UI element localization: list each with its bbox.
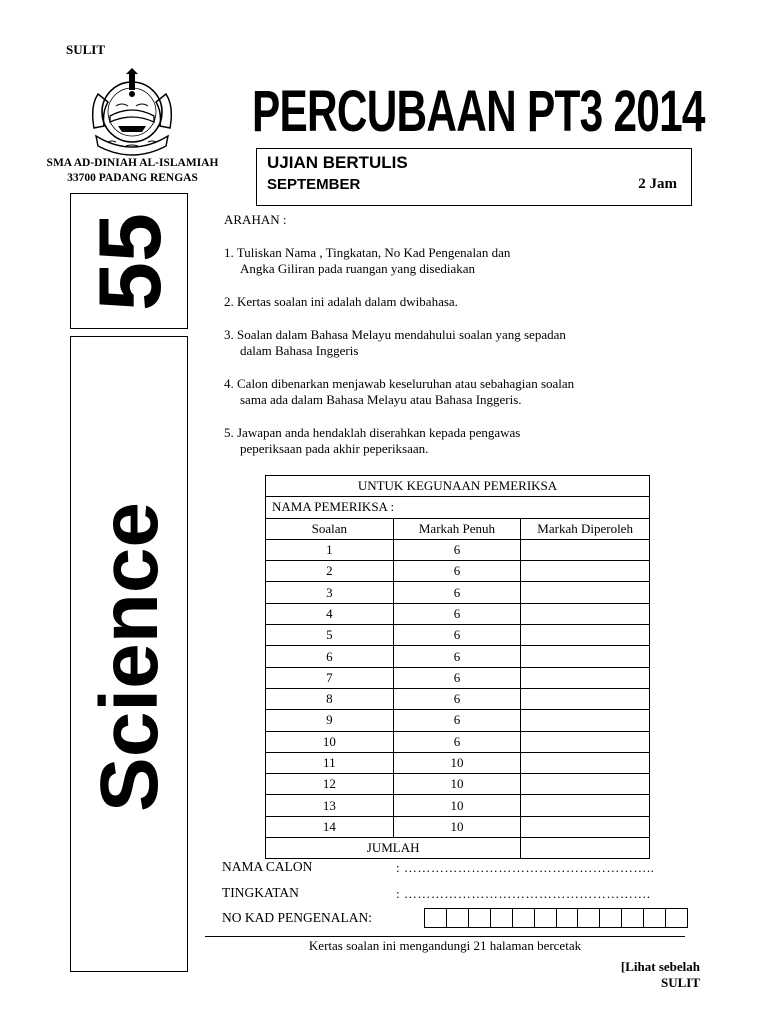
table-row xyxy=(266,710,650,731)
full-mark: 6 xyxy=(393,646,521,667)
instruction-item: 2. Kertas soalan ini adalah dalam dwibahasa. xyxy=(224,294,458,309)
subject-name: Science xyxy=(84,502,175,812)
ic-digit-box[interactable] xyxy=(491,909,513,927)
table-row xyxy=(266,731,650,752)
column-header: Markah Penuh xyxy=(393,518,521,539)
ic-digit-box[interactable] xyxy=(557,909,579,927)
full-mark: 6 xyxy=(393,561,521,582)
ic-digit-box[interactable] xyxy=(622,909,644,927)
total-mark-field[interactable] xyxy=(521,838,650,859)
obtained-mark-field[interactable] xyxy=(521,688,650,709)
total-row xyxy=(266,838,650,859)
column-header: Soalan xyxy=(266,518,394,539)
table-row xyxy=(266,688,650,709)
full-mark: 6 xyxy=(393,688,521,709)
table-row xyxy=(266,816,650,837)
obtained-mark-field[interactable] xyxy=(521,667,650,688)
sulit-label-bottom: SULIT xyxy=(660,975,700,990)
full-mark: 6 xyxy=(393,582,521,603)
obtained-mark-field[interactable] xyxy=(521,539,650,560)
question-number: 7 xyxy=(266,667,394,688)
school-crest-icon xyxy=(86,66,178,156)
question-number: 6 xyxy=(266,646,394,667)
paper-code-box xyxy=(70,193,188,329)
question-number: 13 xyxy=(266,795,394,816)
total-label: JUMLAH xyxy=(266,838,521,859)
obtained-mark-field[interactable] xyxy=(521,710,650,731)
question-number: 14 xyxy=(266,816,394,837)
question-number: 1 xyxy=(266,539,394,560)
obtained-mark-field[interactable] xyxy=(521,582,650,603)
paper-code: 55 xyxy=(80,213,179,311)
full-mark: 6 xyxy=(393,710,521,731)
full-mark: 10 xyxy=(393,816,521,837)
instructions-heading: ARAHAN : xyxy=(224,212,287,227)
question-number: 2 xyxy=(266,561,394,582)
ic-digit-box[interactable] xyxy=(578,909,600,927)
instruction-item: 3. Soalan dalam Bahasa Melayu mendahului soalan yang sepadan dalam Bahasa Inggeris xyxy=(224,327,566,358)
table-row xyxy=(266,752,650,773)
examiner-marks-table xyxy=(265,475,650,859)
table-row xyxy=(266,646,650,667)
table-row xyxy=(266,582,650,603)
instruction-item: 4. Calon dibenarkan menjawab keseluruhan atau sebahagian soalan sama ada dalam Bahasa Melayu atau Bahasa Inggeris. xyxy=(224,376,575,407)
table-title: UNTUK KEGUNAAN PEMERIKSA xyxy=(266,476,650,497)
examiner-name-row xyxy=(266,497,650,518)
ic-digit-box[interactable] xyxy=(535,909,557,927)
subject-box xyxy=(70,336,188,972)
obtained-mark-field[interactable] xyxy=(521,795,650,816)
table-title-row xyxy=(266,476,650,497)
table-row xyxy=(266,603,650,624)
full-mark: 6 xyxy=(393,731,521,752)
instruction-item: 5. Jawapan anda hendaklah diserahkan kepada pengawas peperiksaan pada akhir peperiksaan. xyxy=(224,425,521,456)
instruction-item: 1. Tuliskan Nama , Tingkatan, No Kad Pengenalan dan Angka Giliran pada ruangan yang disediakan xyxy=(224,245,511,276)
full-mark: 10 xyxy=(393,795,521,816)
table-row xyxy=(266,667,650,688)
school-name: SMA AD-DINIAH AL-ISLAMIAH xyxy=(46,157,219,169)
full-mark: 10 xyxy=(393,752,521,773)
ic-digit-box[interactable] xyxy=(447,909,469,927)
class-label: TINGKATAN xyxy=(222,885,299,900)
candidate-name-label: NAMA CALON xyxy=(222,859,313,874)
table-header-row xyxy=(266,518,650,539)
footer-divider xyxy=(205,936,685,937)
school-info xyxy=(40,156,225,186)
ic-digit-box[interactable] xyxy=(644,909,666,927)
obtained-mark-field[interactable] xyxy=(521,816,650,837)
sulit-label-top: SULIT xyxy=(66,42,106,57)
class-field[interactable]: : ………………………………………………. xyxy=(396,886,651,901)
question-number: 10 xyxy=(266,731,394,752)
ic-label: NO KAD PENGENALAN: xyxy=(222,910,372,925)
obtained-mark-field[interactable] xyxy=(521,646,650,667)
candidate-name-field[interactable]: : ……………………………………………….. xyxy=(396,860,655,875)
full-mark: 6 xyxy=(393,603,521,624)
ic-digit-box[interactable] xyxy=(666,909,687,927)
obtained-mark-field[interactable] xyxy=(521,752,650,773)
full-mark: 6 xyxy=(393,539,521,560)
question-number: 3 xyxy=(266,582,394,603)
obtained-mark-field[interactable] xyxy=(521,731,650,752)
ic-digit-box[interactable] xyxy=(469,909,491,927)
ic-digit-box[interactable] xyxy=(425,909,447,927)
exam-info-box xyxy=(256,148,692,206)
examiner-name-field[interactable]: NAMA PEMERIKSA : xyxy=(266,497,650,518)
question-number: 9 xyxy=(266,710,394,731)
table-row xyxy=(266,795,650,816)
exam-duration: 2 Jam xyxy=(638,176,677,192)
full-mark: 6 xyxy=(393,667,521,688)
ic-digit-box[interactable] xyxy=(600,909,622,927)
table-row xyxy=(266,539,650,560)
obtained-mark-field[interactable] xyxy=(521,561,650,582)
table-row xyxy=(266,561,650,582)
table-row xyxy=(266,625,650,646)
obtained-mark-field[interactable] xyxy=(521,625,650,646)
obtained-mark-field[interactable] xyxy=(521,774,650,795)
question-number: 4 xyxy=(266,603,394,624)
table-row xyxy=(266,774,650,795)
obtained-mark-field[interactable] xyxy=(521,603,650,624)
turn-over-note: [Lihat sebelah xyxy=(620,959,700,974)
ic-number-boxes[interactable] xyxy=(424,908,688,928)
instructions xyxy=(224,212,684,474)
school-address: 33700 PADANG RENGAS xyxy=(67,172,198,184)
full-mark: 10 xyxy=(393,774,521,795)
exam-type: UJIAN BERTULIS xyxy=(267,153,408,172)
column-header: Markah Diperoleh xyxy=(521,518,650,539)
question-number: 8 xyxy=(266,688,394,709)
question-number: 12 xyxy=(266,774,394,795)
exam-month: SEPTEMBER xyxy=(267,176,361,193)
full-mark: 6 xyxy=(393,625,521,646)
ic-digit-box[interactable] xyxy=(513,909,535,927)
question-number: 11 xyxy=(266,752,394,773)
exam-title: PERCUBAAN PT3 2014 xyxy=(252,79,705,144)
page-count-note: Kertas soalan ini mengandungi 21 halaman bercetak xyxy=(308,938,582,953)
question-number: 5 xyxy=(266,625,394,646)
